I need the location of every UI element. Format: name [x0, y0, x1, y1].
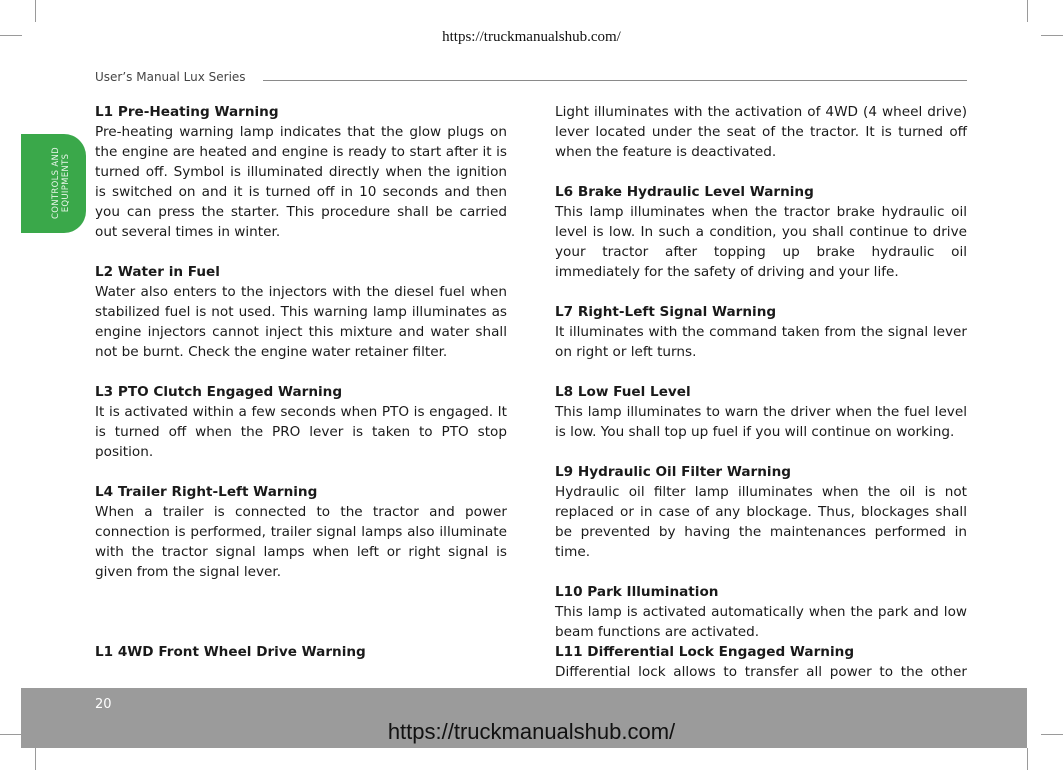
section-title: L1 Pre-Heating Warning	[95, 104, 279, 120]
section-side-tab	[21, 134, 86, 233]
section-body: Pre-heating warning lamp indicates that the glow plugs on the engine are heated and engine is ready to start after it is turned off. Symbol is illuminated directly when the ignition is switched on and it is turned off in 10 seconds and then you can press the starter. This procedure shall be carried out several times in winter.	[95, 124, 507, 240]
source-url-top[interactable]: https://truckmanualshub.com/	[442, 29, 621, 45]
section-title: L2 Water in Fuel	[95, 264, 220, 280]
section-body: It illuminates with the command taken from the signal lever on right or left turns.	[555, 324, 967, 360]
section-body: This lamp illuminates to warn the driver when the fuel level is low. You shall top up fuel if you will continue on working.	[555, 404, 967, 440]
section-body: This lamp illuminates when the tractor brake hydraulic oil level is low. In such a condition, you shall continue to drive your tractor after topping up brake hydraulic oil immediately for the safety of driving and your life.	[555, 204, 967, 280]
left-column	[95, 102, 507, 582]
source-url-bottom[interactable]: https://truckmanualshub.com/	[387, 719, 676, 744]
section-title: L4 Trailer Right-Left Warning	[95, 484, 318, 500]
section-body: It is activated within a few seconds when PTO is engaged. It is turned off when the PRO lever is taken to PTO stop position.	[95, 404, 507, 460]
crop-mark	[35, 748, 36, 770]
section-body-continued: Light illuminates with the activation of 4WD (4 wheel drive) lever located under the seat of the tractor. It is turned off when the feature is deactivated.	[555, 104, 967, 160]
header-divider	[263, 80, 967, 81]
section-title: L8 Low Fuel Level	[555, 384, 691, 400]
section-body: Water also enters to the injectors with the diesel fuel when stabilized fuel is not used. This warning lamp illuminates as engine injectors cannot inject this mixture and water shall not be burnt. Check the engine water retainer filter.	[95, 284, 507, 360]
section-body: When a trailer is connected to the tractor and power connection is performed, trailer signal lamps also illuminate with the tractor signal lamps when left or right signal is given from the signal lever.	[95, 504, 507, 580]
section-title: L9 Hydraulic Oil Filter Warning	[555, 464, 791, 480]
running-title: User’s Manual Lux Series	[95, 70, 246, 84]
section-body: Differential lock allows to transfer all power to the other	[555, 664, 967, 680]
section-body: This lamp is activated automatically when the park and low beam functions are activated.	[555, 604, 967, 640]
crop-mark	[1027, 0, 1028, 22]
crop-mark	[1027, 748, 1028, 770]
right-column	[555, 102, 967, 682]
section-title: L11 Differential Lock Engaged Warning	[555, 644, 855, 660]
page-number: 20	[95, 697, 112, 712]
section-title: L6 Brake Hydraulic Level Warning	[555, 184, 814, 200]
crop-mark	[35, 0, 36, 22]
section-title: L7 Right-Left Signal Warning	[555, 304, 777, 320]
section-body: Hydraulic oil filter lamp illuminates when the oil is not replaced or in case of any blockage. Thus, blockages shall be prevented by having the maintenances performed in time.	[555, 484, 967, 560]
section-title: L10 Park Illumination	[555, 584, 719, 600]
section-title-4wd: L1 4WD Front Wheel Drive Warning	[95, 644, 366, 660]
section-title: L3 PTO Clutch Engaged Warning	[95, 384, 343, 400]
section-side-tab-label: CONTROLS AND EQUIPMENTS	[51, 147, 71, 219]
